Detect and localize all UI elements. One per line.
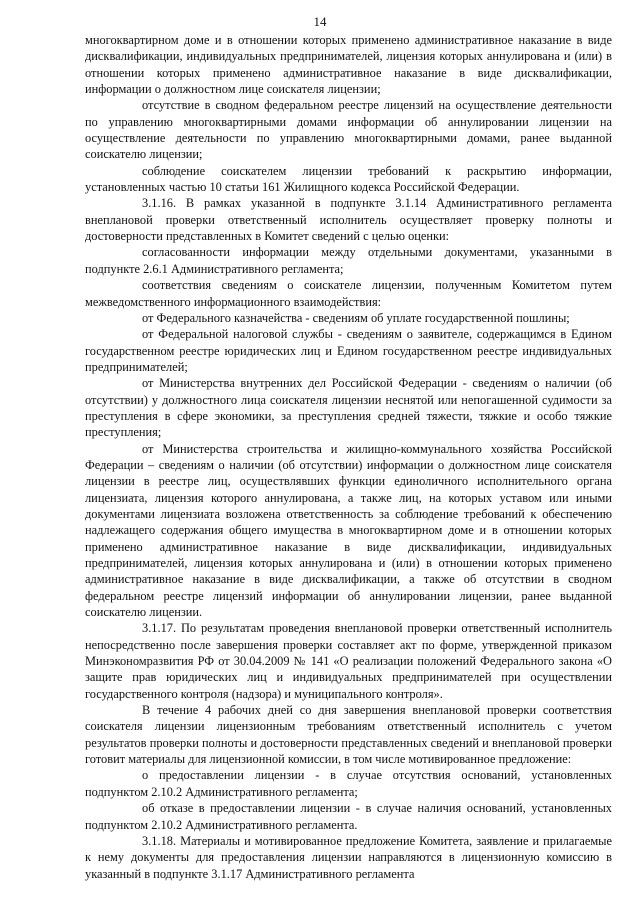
page-number: 14 xyxy=(313,14,327,29)
paragraph-continuation: многоквартирном доме и в отношении которых применено административное наказание в виде дисквалификации, индивидуальных предпринимателей, лицензия которых аннулирована и (или) в отношении которых применено административное наказание в виде дисквалификации, информации о должностном лице соискателя лицензии; xyxy=(85,33,612,97)
paragraph-3-1-16: 3.1.16. В рамках указанной в подпункте 3.1.14 Административного регламента внеплановой проверки ответственный исполнитель осуществляет проверку полноты и достоверности представленных в Комитет сведений с целью оценки: xyxy=(85,196,612,244)
paragraph: отсутствие в сводном федеральном реестре лицензий на осуществление деятельности по управлению многоквартирными домами информации об аннулировании лицензии на осуществление деятельности по управлению многоквартирными домами, ранее выданной соискателю лицензии; xyxy=(85,98,612,162)
paragraph: соответствия сведениям о соискателе лицензии, полученным Комитетом путем межведомственного информационного взаимодействия: xyxy=(85,278,612,309)
paragraph: согласованности информации между отдельными документами, указанными в подпункте 2.6.1 Административного регламента; xyxy=(85,245,612,276)
paragraph: от Министерства строительства и жилищно-коммунального хозяйства Российской Федерации – сведениям о наличии (об отсутствии) информации о должностном лице соискателя лицензии в реестре лиц, осуществлявших функции единоличного исполнительного органа лицензиата, лицензия которого аннулирована, а также лиц, на которых уставом или иными документами лицензиата возложена ответственность за соблюдение требований к обеспечению надлежащего содержания общего имущества в многоквартирном доме и в отношении которых применено административное наказание в виде дисквалификации, индивидуальных предпринимателей, лицензия которых аннулирована и (или) в отношении которых применено административное наказание в виде дисквалификации, а также об отсутствии в сводном федеральном реестре лицензий информации об аннулировании лицензии, ранее выданной соискателю лицензии. xyxy=(85,441,612,620)
paragraph: о предоставлении лицензии - в случае отсутствия оснований, установленных подпунктом 2.10.2 Административного регламента; xyxy=(85,768,612,799)
document-body xyxy=(85,32,612,882)
paragraph: В течение 4 рабочих дней со дня завершения внеплановой проверки соответствия соискателя лицензии лицензионным требованиям ответственный исполнитель с учетом результатов проверки полноты и достоверности представленных сведений и внеплановой проверки готовит материалы для лицензионной комиссии, в том числе мотивированное предложение: xyxy=(85,703,612,767)
paragraph: об отказе в предоставлении лицензии - в случае наличия оснований, установленных подпунктом 2.10.2 Административного регламента. xyxy=(85,801,612,832)
paragraph: от Федерального казначейства - сведениям об уплате государственной пошлины; xyxy=(142,310,570,325)
paragraph: от Федеральной налоговой службы - сведениям о заявителе, содержащимся в Едином государственном реестре юридических лиц и Едином государственном реестре индивидуальных предпринимателей; xyxy=(85,327,612,374)
paragraph: соблюдение соискателем лицензии требований к раскрытию информации, установленных частью 10 статьи 161 Жилищного кодекса Российской Федерации. xyxy=(85,163,612,195)
paragraph-3-1-17: 3.1.17. По результатам проведения внеплановой проверки ответственный исполнитель непосредственно после завершения проверки составляет акт по форме, утвержденной приказом Минэкономразвития РФ от 30.04.2009 № 141 «О реализации положений Федерального закона «О защите прав юридических лиц и индивидуальных предпринимателей при осуществлении государственного контроля (надзора) и муниципального контроля». xyxy=(85,621,612,701)
paragraph-3-1-18: 3.1.18. Материалы и мотивированное предложение Комитета, заявление и прилагаемые к нему документы для предоставления лицензии направляются в лицензионную комиссию в указанный в подпункте 3.1.17 Административного регламента xyxy=(85,833,612,881)
paragraph: от Министерства внутренних дел Российской Федерации - сведениям о наличии (об отсутствии) у должностного лица соискателя лицензии неснятой или непогашенной судимости за преступления в сфере экономики, за преступления средней тяжести, тяжкие и особо тяжкие преступления; xyxy=(85,376,612,440)
